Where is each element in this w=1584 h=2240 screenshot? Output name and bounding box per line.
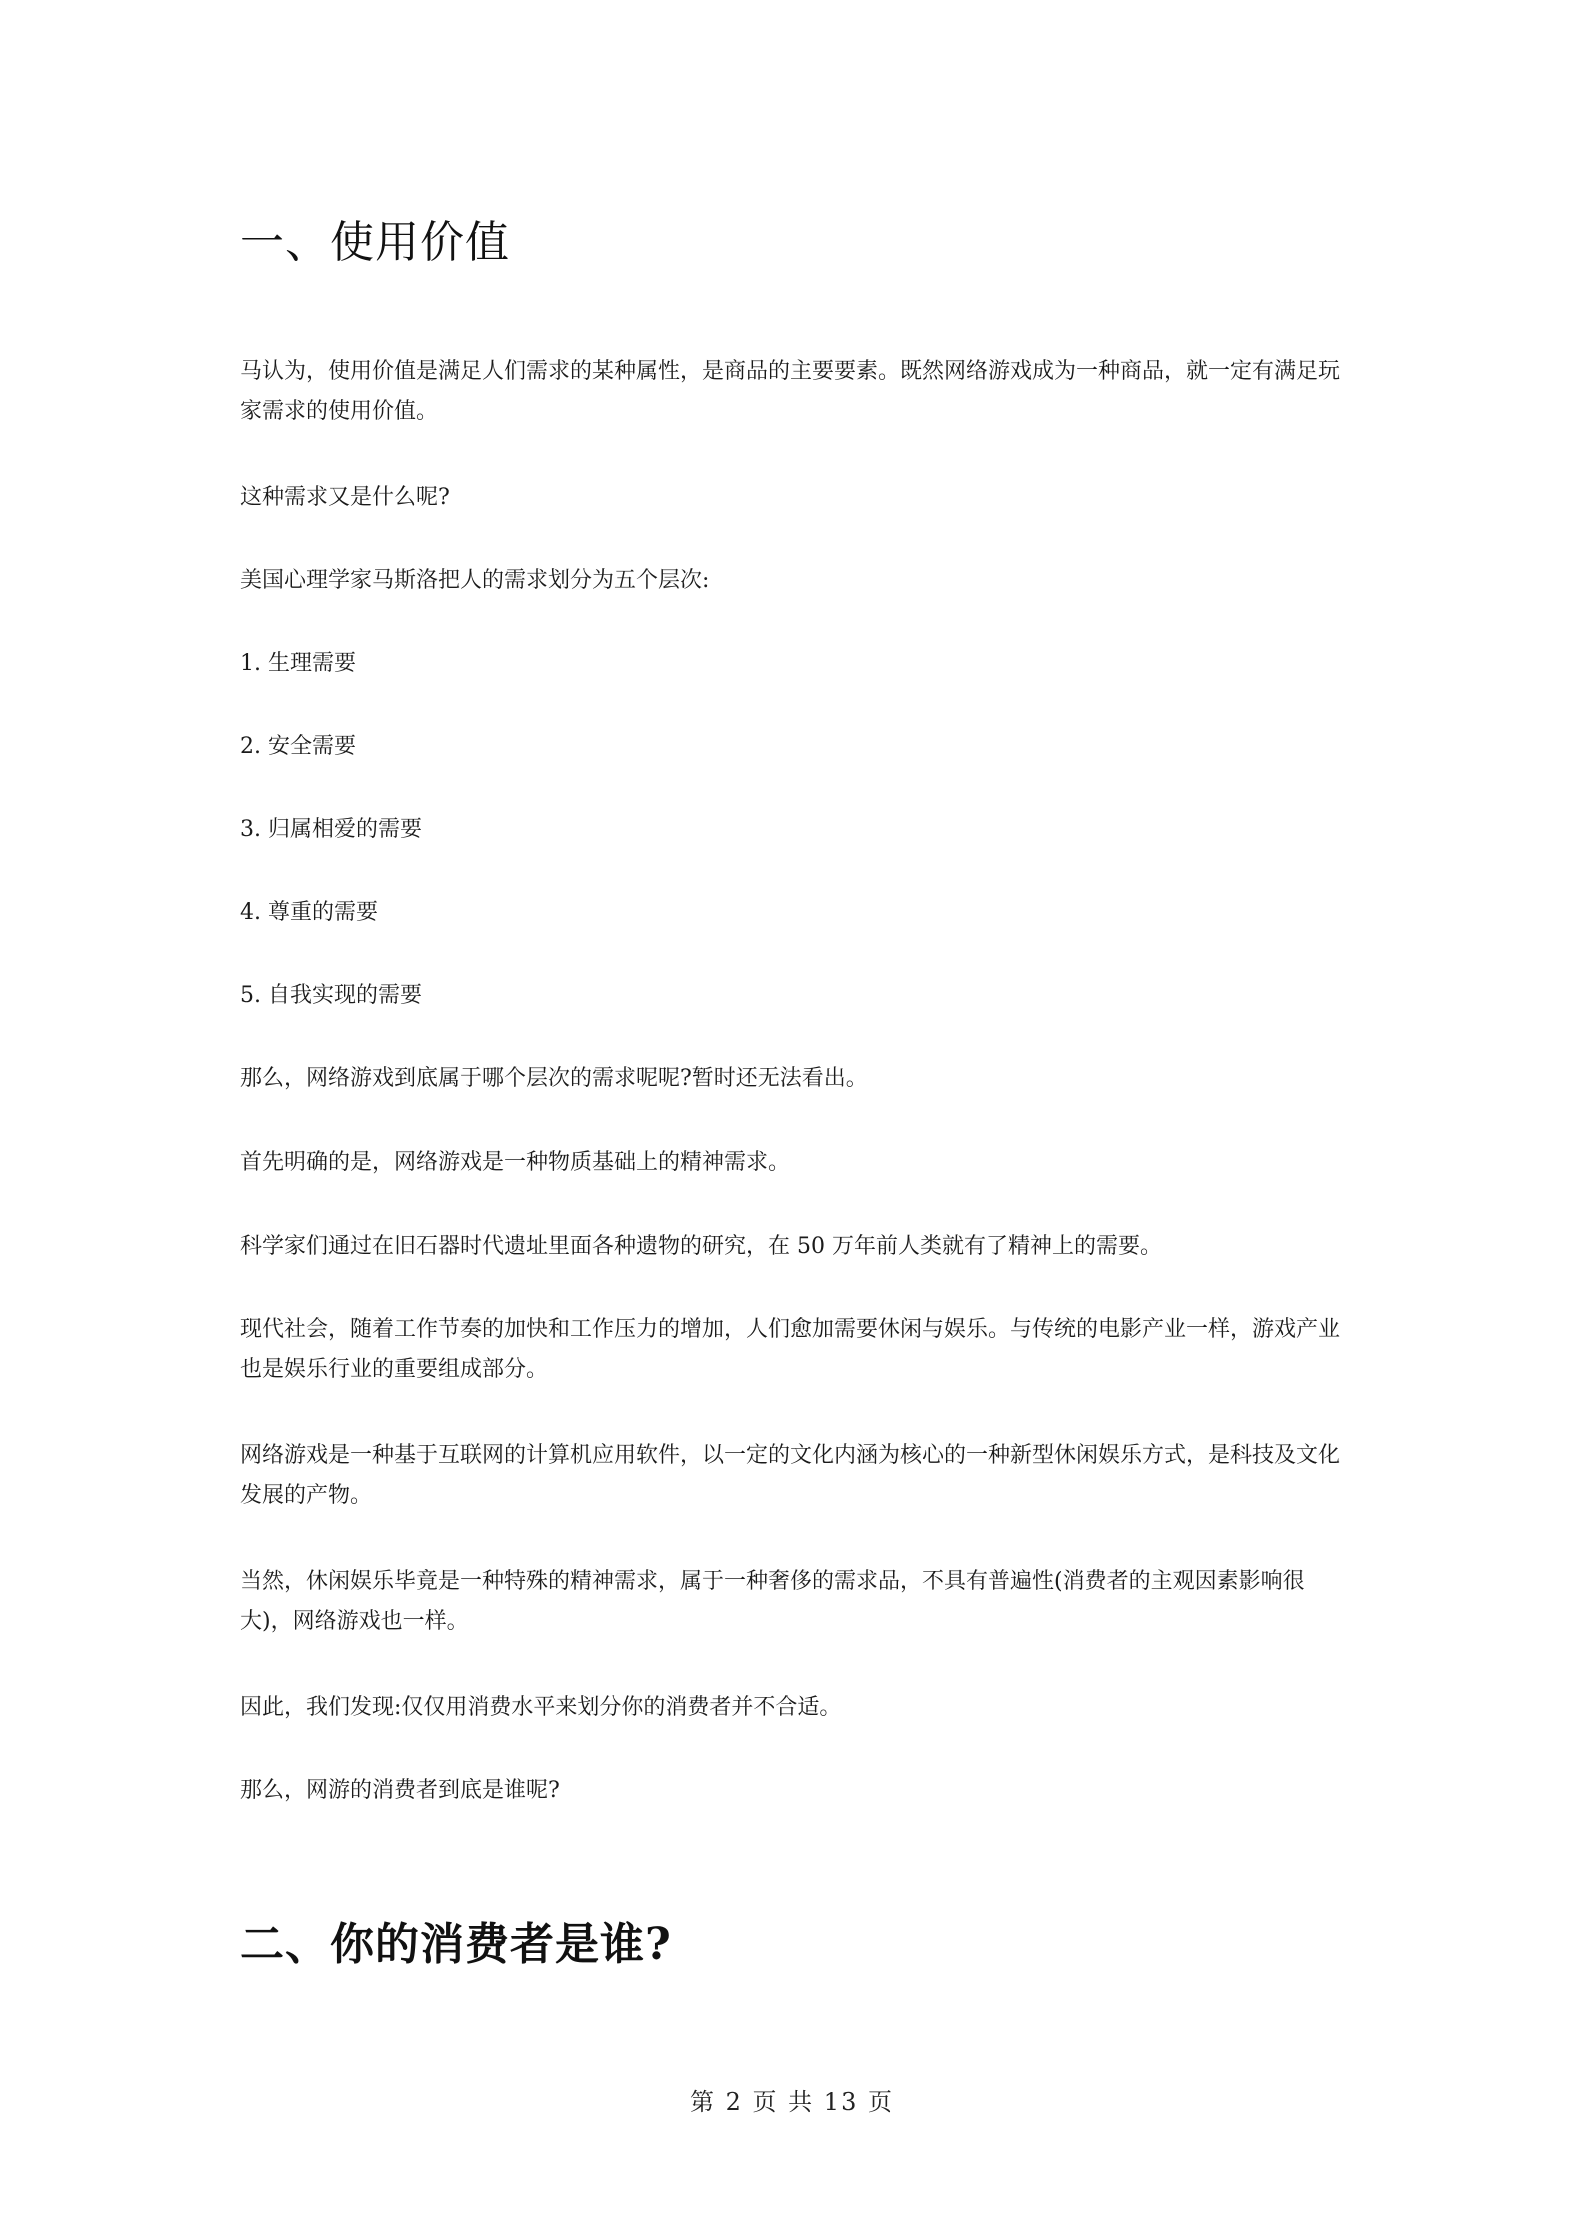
- paragraph-online-game-definition: 网络游戏是一种基于互联网的计算机应用软件，以一定的文化内涵为核心的一种新型休闲娱乐方式，是科技及文化发展的产物。: [240, 1443, 1341, 1508]
- paragraph-which-level: 那么，网络游戏到底属于哪个层次的需求呢呢?暂时还无法看出。: [240, 1066, 868, 1091]
- paragraph-luxury-need: 当然，休闲娱乐毕竟是一种特殊的精神需求，属于一种奢侈的需求品，不具有普遍性(消费者的主观因素影响很大)，网络游戏也一样。: [240, 1569, 1305, 1634]
- list-item-esteem: 4. 尊重的需要: [240, 900, 378, 925]
- paragraph-intro: 马认为，使用价值是满足人们需求的某种属性，是商品的主要要素。既然网络游戏成为一种商品，就一定有满足玩家需求的使用价值。: [240, 359, 1341, 424]
- list-item-physiological: 1. 生理需要: [240, 651, 356, 676]
- paragraph-spiritual-need: 首先明确的是，网络游戏是一种物质基础上的精神需求。: [240, 1150, 791, 1175]
- paragraph-maslow: 美国心理学家马斯洛把人的需求划分为五个层次:: [240, 568, 710, 593]
- section-heading-consumer: 二、你的消费者是谁?: [240, 1919, 672, 1970]
- paragraph-paleolithic: 科学家们通过在旧石器时代遗址里面各种遗物的研究，在 50 万年前人类就有了精神上的需要。: [240, 1234, 1162, 1259]
- list-item-safety: 2. 安全需要: [240, 734, 356, 759]
- paragraph-question: 这种需求又是什么呢?: [240, 485, 450, 510]
- section-heading-use-value: 一、使用价值: [240, 217, 510, 268]
- paragraph-conclusion: 因此，我们发现:仅仅用消费水平来划分你的消费者并不合适。: [240, 1695, 842, 1720]
- paragraph-modern-society: 现代社会，随着工作节奏的加快和工作压力的增加，人们愈加需要休闲与娱乐。与传统的电影产业一样，游戏产业也是娱乐行业的重要组成部分。: [240, 1317, 1341, 1382]
- list-item-belonging: 3. 归属相爱的需要: [240, 817, 422, 842]
- page-number-footer: 第 2 页 共 13 页: [690, 2088, 894, 2116]
- list-item-self-actualization: 5. 自我实现的需要: [240, 983, 422, 1008]
- paragraph-who-is-consumer: 那么，网游的消费者到底是谁呢?: [240, 1778, 560, 1803]
